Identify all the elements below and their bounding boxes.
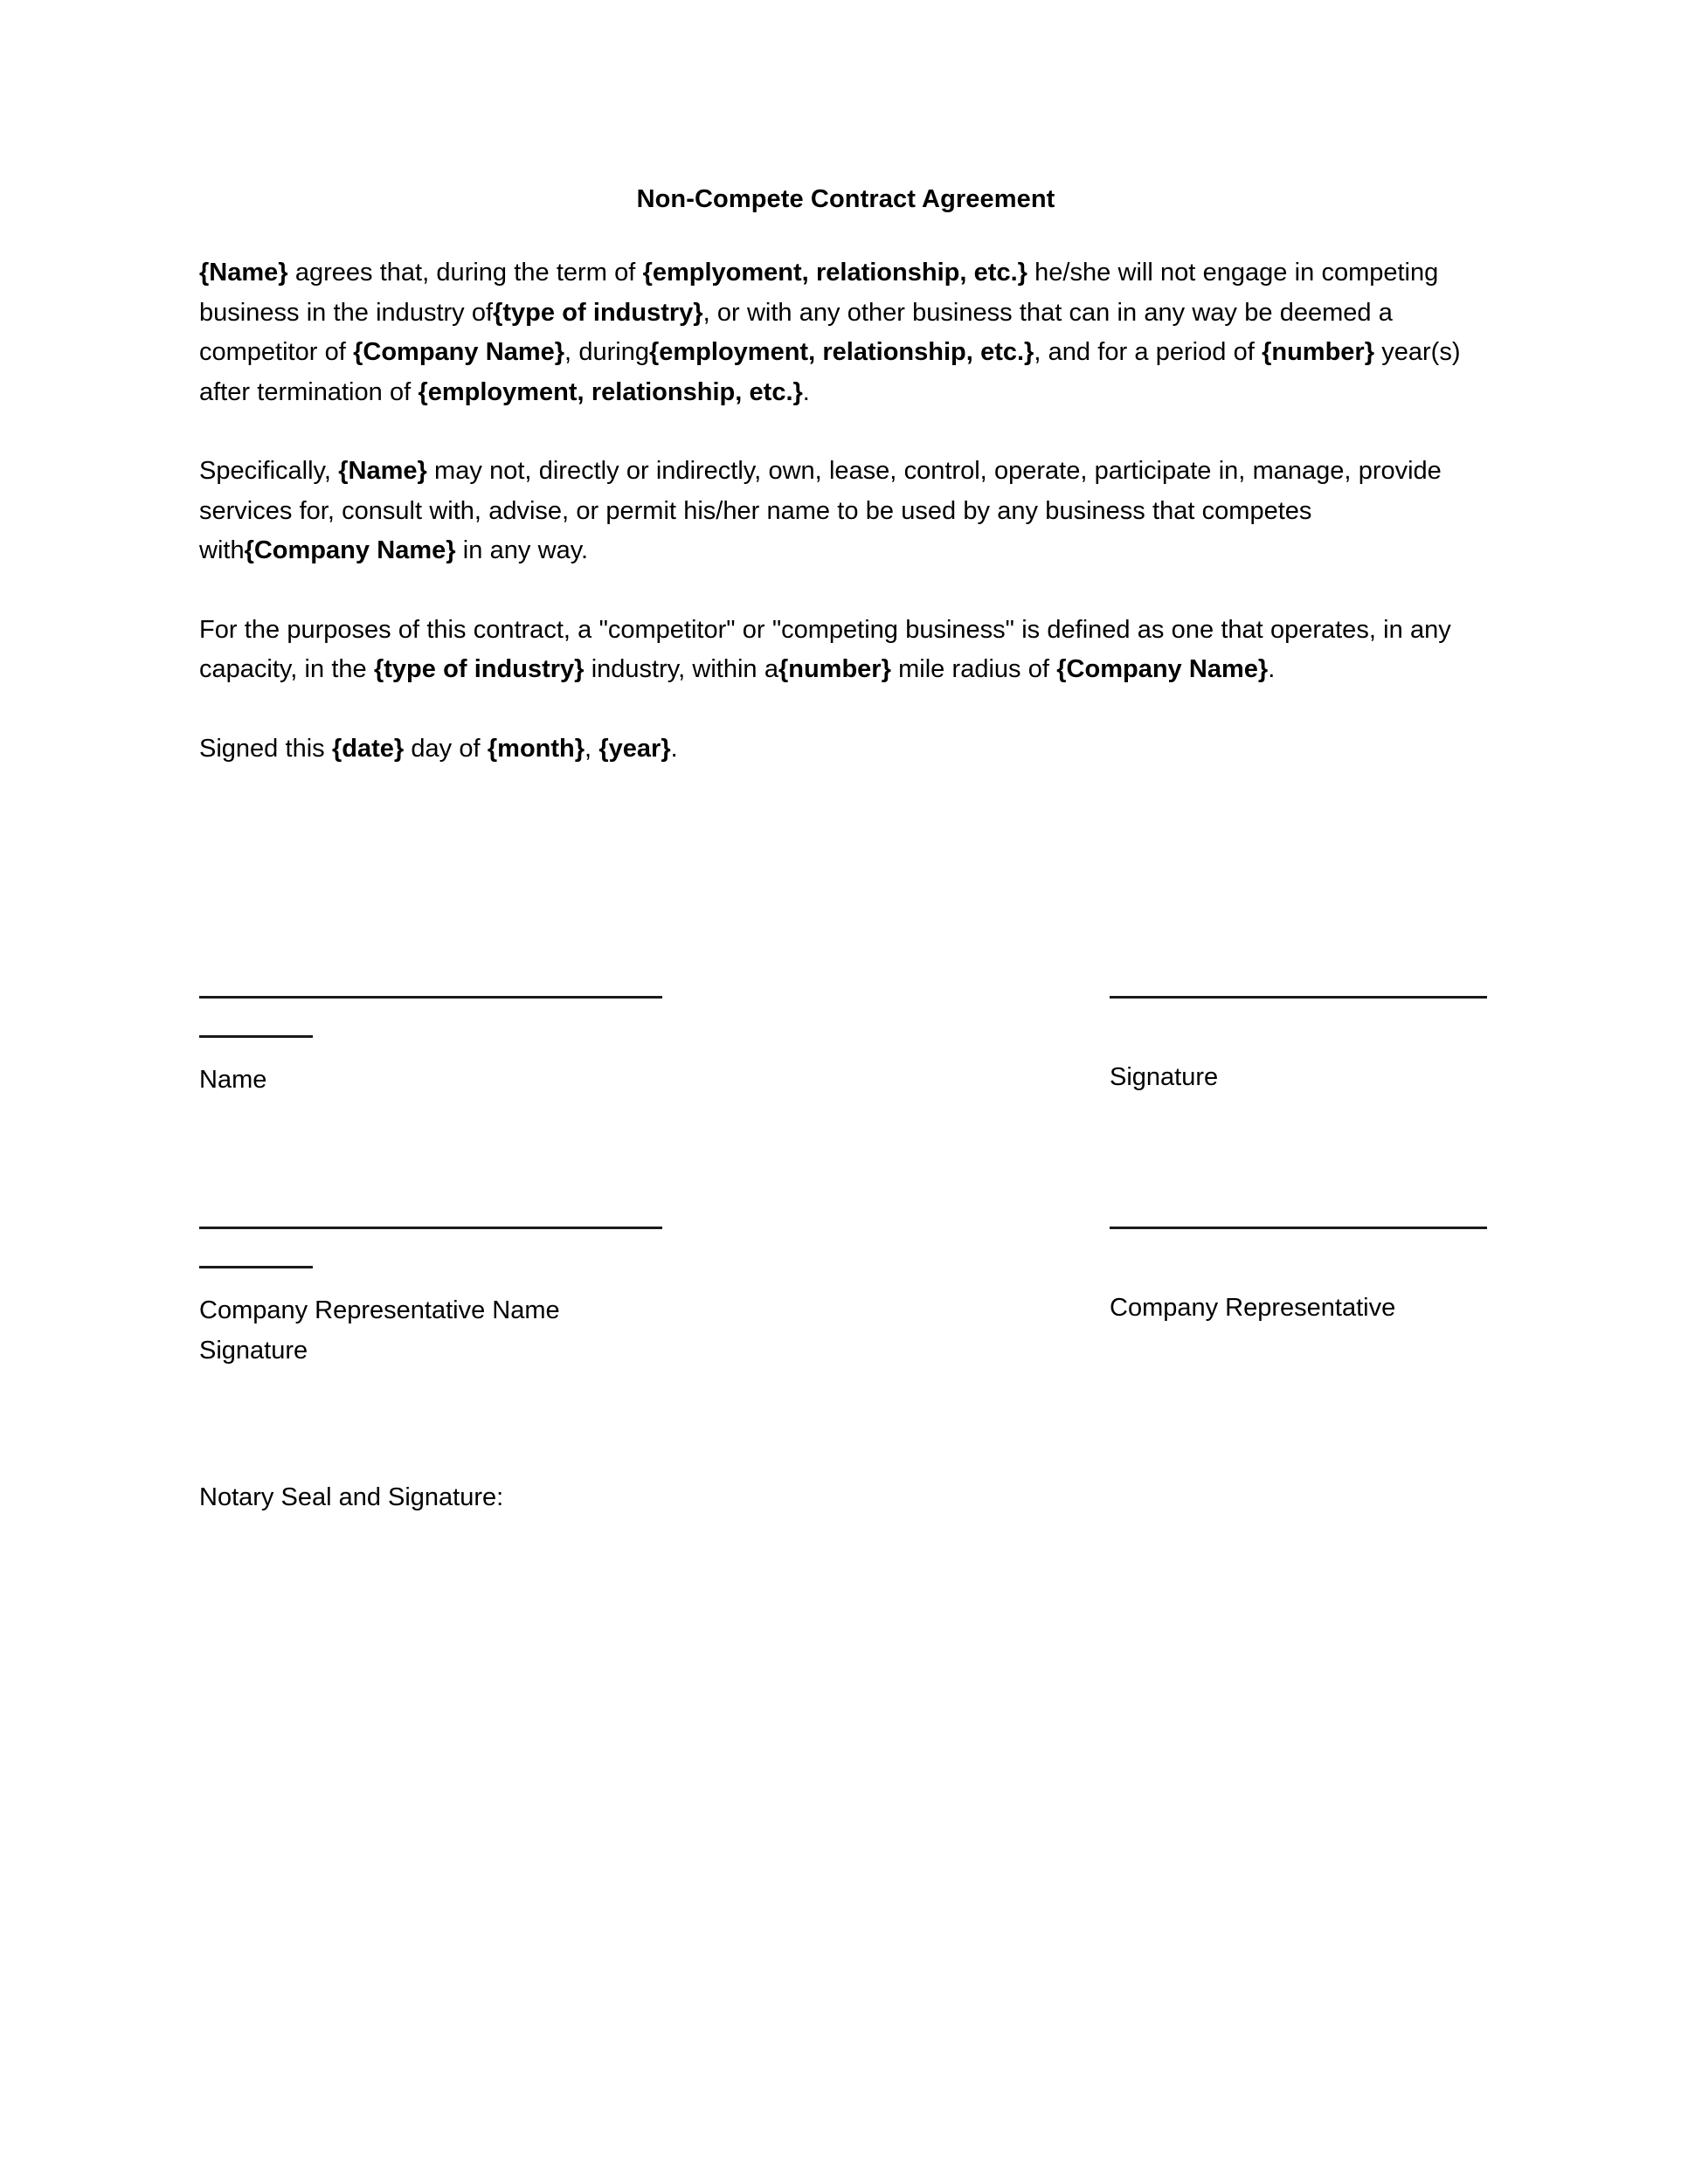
paragraph-competitor-definition xyxy=(199,611,1466,690)
signature-block-name xyxy=(199,996,662,1101)
placeholder-name-2: {Name} xyxy=(338,457,427,485)
placeholder-year: {year} xyxy=(598,734,671,763)
paragraph-spacer-3 xyxy=(199,690,1466,729)
placeholder-company-name-1: {Company Name} xyxy=(353,338,565,366)
p3-text-4: . xyxy=(1268,655,1276,683)
p2-text-2: may not, directly or indirectly, own, lease, control, operate, participate in, manage, provide services for, consult with, advise, or permit his/her name to be used by any business that competes with xyxy=(199,457,1442,564)
signature-label-name: Name xyxy=(199,1066,267,1094)
p2-text-3: in any way. xyxy=(455,536,589,564)
paragraph-spacer-2 xyxy=(199,571,1466,611)
p1-text-3: , or with any other business that can in any way be deemed a competitor of xyxy=(199,298,1393,366)
p4-text-2: day of xyxy=(404,734,488,763)
notary-seal-label: Notary Seal and Signature: xyxy=(199,1483,504,1511)
placeholder-month: {month} xyxy=(487,734,585,763)
p4-text-4: . xyxy=(670,734,678,763)
p3-text-2: industry, within a xyxy=(584,655,778,683)
signature-label-company-rep: Company Representative xyxy=(1110,1294,1396,1322)
p4-text-3: , xyxy=(585,734,599,763)
paragraph-non-compete-scope xyxy=(199,253,1466,412)
placeholder-company-name-3: {Company Name} xyxy=(1056,655,1269,683)
paragraph-specific-restrictions xyxy=(199,452,1466,571)
p3-text-1: For the purposes of this contract, a "competitor" or "competing business" is defined as one that operates, in any capacity, in the xyxy=(199,615,1451,683)
placeholder-number-2: {number} xyxy=(778,655,891,683)
p1-text-1: agrees that, during the term of xyxy=(287,259,643,287)
p2-text-1: Specifically, xyxy=(199,457,339,485)
p1-text-6: year(s) after termination of xyxy=(199,338,1461,406)
p1-text-5: , and for a period of xyxy=(1034,338,1263,366)
signature-rule-company-rep[interactable] xyxy=(1110,1227,1487,1229)
placeholder-industry-1: {type of industry} xyxy=(493,298,703,327)
placeholder-industry-2: {type of industry} xyxy=(373,655,585,683)
signature-label-company-rep-name: Company Representative Name Signature xyxy=(199,1296,560,1365)
page-title: Non-Compete Contract Agreement xyxy=(636,185,1055,213)
signature-rule-signature[interactable] xyxy=(1110,996,1487,999)
placeholder-number-1: {number} xyxy=(1262,338,1375,366)
p3-text-3: mile radius of xyxy=(890,655,1057,683)
signature-rule-company-rep-name[interactable] xyxy=(199,1227,662,1229)
placeholder-employment-2: {employment, relationship, etc.} xyxy=(648,338,1034,366)
paragraph-spacer-1 xyxy=(199,412,1466,452)
signature-label-signature: Signature xyxy=(1110,1063,1219,1091)
signature-rule-name[interactable] xyxy=(199,996,662,999)
placeholder-employment-3: {employment, relationship, etc.} xyxy=(418,377,803,406)
placeholder-date: {date} xyxy=(331,734,405,763)
signature-rule-company-rep-name-overflow[interactable] xyxy=(199,1266,313,1268)
document-content xyxy=(199,185,1466,769)
signature-block-company-rep-name xyxy=(199,1227,662,1371)
placeholder-company-name-2: {Company Name} xyxy=(244,536,456,564)
p4-text-1: Signed this xyxy=(199,734,332,763)
signature-block-signature xyxy=(1110,996,1487,1098)
placeholder-name-1: {Name} xyxy=(199,259,288,287)
p1-text-2: he/she will not engage in competing business in the industry of xyxy=(199,259,1439,327)
signature-block-company-rep xyxy=(1110,1227,1487,1329)
placeholder-employment-1: {emplyoment, relationship, etc.} xyxy=(642,259,1027,287)
title-spacer xyxy=(199,214,1466,253)
p1-text-7: . xyxy=(802,377,810,406)
signature-rule-name-overflow[interactable] xyxy=(199,1035,313,1038)
paragraph-signed-date xyxy=(199,729,1466,770)
p1-text-4: , during xyxy=(564,338,649,366)
